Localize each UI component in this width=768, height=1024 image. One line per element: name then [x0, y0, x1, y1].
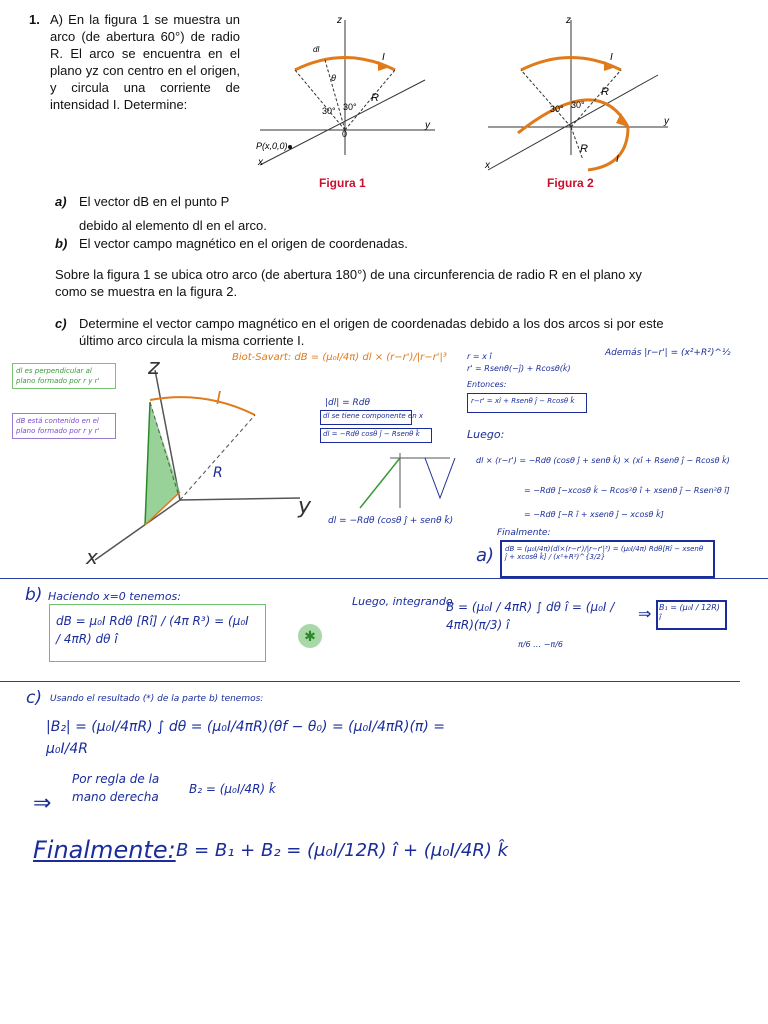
item-c-label: c) [55, 316, 67, 331]
part-b-integrando: Luego, integrando [352, 595, 453, 608]
final-result: B = B₁ + B₂ = (μ₀I/12R) î + (μ₀I/4R) k̂ [176, 840, 508, 861]
answer-a: dB = (μ₀I/4π)(dl×(r−r')/|r−r'|³) = (μ₀I/4π) Rdθ[Rî − xsenθ ĵ + xcosθ k̂] / (x²+R²)^{3/2} [505, 545, 704, 561]
fig2-current-lower: I [616, 154, 619, 165]
item-c-text: Determine el vector campo magnético en el origen de coordenadas debido a los dos arcos si por este último arco circula la misma corriente I. [79, 316, 664, 348]
fig2-angle-left: 30° [550, 104, 564, 114]
figure-1-caption: Figura 1 [319, 176, 366, 190]
sketch-axis-x: x [86, 545, 98, 569]
entonces: Entonces: [467, 380, 507, 389]
cross-product-1: dl × (r−r') = −Rdθ (cosθ ĵ + senθ k̂) × (xî + Rsenθ ĵ − Rcosθ k̂) [476, 456, 730, 465]
r-vector: r = x î [467, 352, 492, 361]
solution-sketch [90, 360, 330, 570]
finalmente-small: Finalmente: [497, 528, 551, 538]
part-c-b2: B₂ = (μ₀I/4R) k̂ [189, 782, 276, 796]
fig1-axis-x: x [258, 157, 263, 168]
item-a-label: a) [55, 194, 67, 209]
final-label: Finalmente: [33, 836, 176, 864]
problem-paragraph: Sobre la figura 1 se ubica otro arco (de abertura 180°) de una circunferencia de radio R en el plano xy como se muestra en la figura 2. [55, 267, 642, 299]
fig1-theta: θ [331, 73, 336, 83]
fig1-radius: R [371, 92, 379, 104]
result-arrow-icon: ⇒ [638, 606, 652, 623]
fig2-current: I [610, 52, 613, 63]
part-b-integral: B = (μ₀I / 4πR) ∫ dθ î = (μ₀I / 4πR)(π/3) î [446, 600, 615, 632]
part-b-label: b) [25, 585, 43, 605]
dl-vector: dl = −Rdθ (cosθ ĵ + senθ k̂) [328, 516, 454, 526]
part-c-heading: Usando el resultado (*) de la parte b) tenemos: [50, 694, 264, 704]
fig1-origin: 0 [342, 129, 348, 139]
part-b-formula: dB = μ₀I Rdθ [Rî] / (4π R³) = (μ₀I / 4πR) dθ î [56, 614, 249, 646]
problem-number: 1. [29, 12, 40, 27]
fig2-radius: R [601, 86, 609, 98]
part-c-regla: Por regla de la mano derecha [72, 772, 160, 804]
r-minus-rprime: r−r' = xî + Rsenθ ĵ − Rcosθ k̂ [471, 397, 575, 405]
biot-savart: Biot-Savart: dB = (μ₀I/4π) dl × (r−r')/|r−r'|³ [232, 352, 447, 363]
purple-note: dB está contenido en el plano formado por r y r' [12, 413, 116, 439]
item-a-text-2: debido al elemento dl en el arco. [79, 218, 267, 233]
fig1-axis-z: z [337, 15, 342, 26]
figure-2-caption: Figura 2 [547, 176, 594, 190]
problem-intro: A) En la figura 1 se muestra un arco (de abertura 60°) de radio R. El arco se encuentra en el plano yz con centro en el origen, y circula una corriente de intensidad I. Determine: [50, 12, 240, 112]
r-prime-vector: r' = Rsenθ(−ĵ) + Rcosθ(k̂) [467, 364, 571, 373]
cross-product-2: = −Rdθ [−xcosθ k̂ − Rcos²θ î + xsenθ ĵ − Rsen²θ î] [524, 486, 730, 495]
dl-direction: dl se tiene componente en x [323, 412, 423, 420]
answer-a-label: a) [476, 545, 495, 566]
item-b-label: b) [55, 236, 68, 251]
fig1-current: I [382, 52, 385, 63]
sketch-current: I [216, 388, 222, 409]
asterisk-badge: ✱ [298, 624, 322, 648]
part-b-result: B₁ = (μ₀I / 12R) î [659, 603, 720, 622]
sketch-axis-y: y [298, 494, 312, 519]
green-note: dl es perpendicular al plano formado por r y r' [12, 363, 116, 389]
dl-vector-small: dl = −Rdθ cosθ ĵ − Rsenθ k̂ [323, 430, 420, 438]
fig2-angle-right: 30° [571, 100, 585, 110]
fig1-angle-left: 30° [322, 106, 336, 116]
part-c-label: c) [26, 688, 42, 708]
fig1-angle-right: 30° [343, 102, 357, 112]
part-b-heading: Haciendo x=0 tenemos: [48, 590, 181, 603]
implies-arrow-icon: ⇒ [33, 790, 52, 815]
además: Además |r−r'| = (x²+R²)^½ [605, 348, 731, 358]
cross-product-3: = −Rdθ [−R î + xsenθ ĵ − xcosθ k̂] [524, 510, 664, 519]
fig2-axis-z: z [566, 15, 571, 26]
dl-magnitude: |dl| = Rdθ [325, 398, 371, 408]
fig2-axis-y: y [664, 116, 669, 127]
item-b-text: El vector campo magnético en el origen de coordenadas. [79, 236, 408, 251]
part-b-limits: π/6 … −π/6 [518, 640, 563, 649]
item-a-text-1: El vector dB en el punto P [79, 194, 230, 209]
sketch-axis-z: z [148, 355, 160, 380]
fig2-axis-x: x [485, 160, 490, 171]
fig1-point-p: P(x,0,0) [256, 141, 288, 151]
dl-angle-sketch [330, 448, 460, 518]
fig1-dl: dl [313, 45, 320, 54]
sketch-radius: R [213, 465, 223, 481]
fig2-radius-lower: R [580, 143, 588, 155]
part-c-formula: |B₂| = (μ₀I/4πR) ∫ dθ = (μ₀I/4πR)(θf − θ₀) = (μ₀I/4πR)(π) = μ₀I/4R [46, 719, 446, 757]
fig1-axis-y: y [425, 120, 430, 131]
divider-2 [0, 681, 740, 682]
luego: Luego: [467, 428, 505, 441]
divider-1 [0, 578, 768, 579]
